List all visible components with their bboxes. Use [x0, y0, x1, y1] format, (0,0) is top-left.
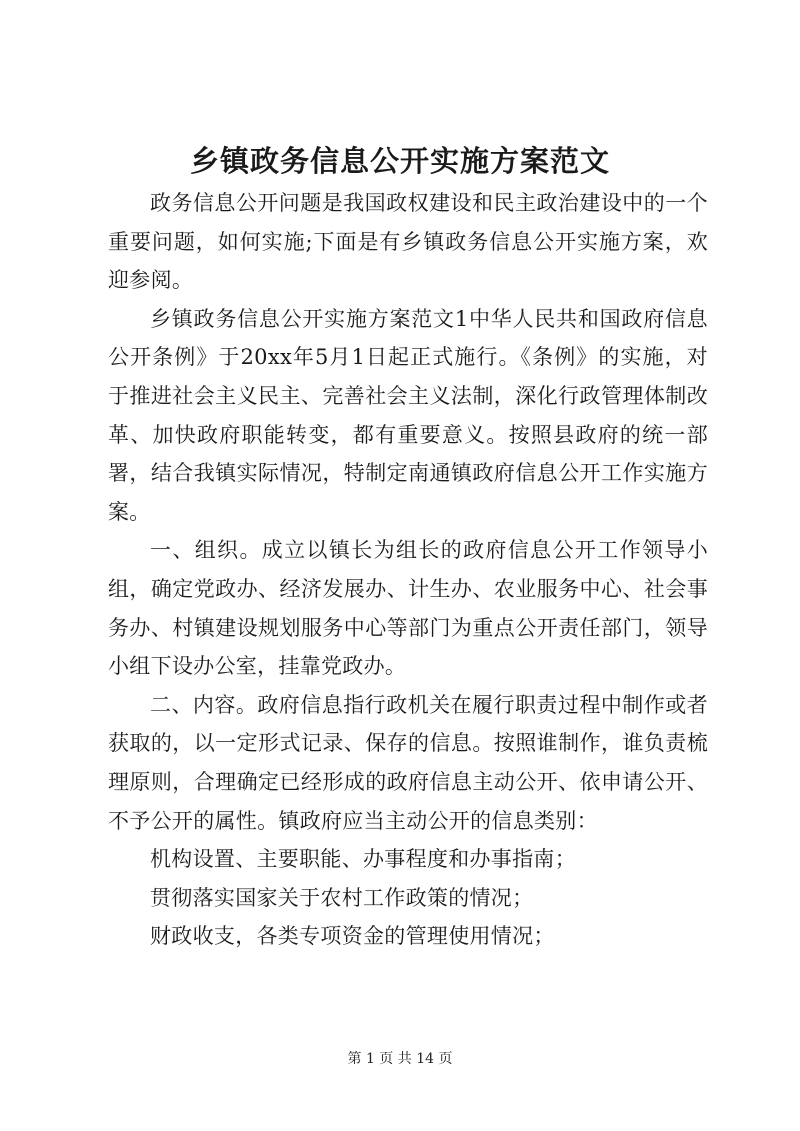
- paragraph-background: 乡镇政务信息公开实施方案范文1中华人民共和国政府信息公开条例》于20xx年5月1日起正式施行。《条例》的实施，对于推进社会主义民主、完善社会主义法制，深化行政管理体制改革、加快政府职能转变，都有重要意义。按照县政府的统一部署，结合我镇实际情况，特制定南通镇政府信息公开工作实施方案。: [108, 306, 708, 524]
- paragraph-intro: 政务信息公开问题是我国政权建设和民主政治建设中的一个重要问题，如何实施;下面是有乡镇政务信息公开实施方案，欢迎参阅。: [108, 191, 708, 293]
- paragraph-content: 二、内容。政府信息指行政机关在履行职责过程中制作或者获取的，以一定形式记录、保存的信息。按照谁制作，谁负责梳理原则，合理确定已经形成的政府信息主动公开、依申请公开、不予公开的属性。镇政府应当主动公开的信息类别：: [108, 692, 708, 833]
- paragraph-organization: 一、组织。成立以镇长为组长的政府信息公开工作领导小组，确定党政办、经济发展办、计生办、农业服务中心、社会事务办、村镇建设规划服务中心等部门为重点公开责任部门，领导小组下设办公室，挂靠党政办。: [108, 538, 708, 679]
- list-item-institutions: 机构设置、主要职能、办事程度和办事指南；: [150, 847, 576, 872]
- page-number-footer: 第 1 页 共 14 页: [347, 1051, 453, 1067]
- list-item-finance: 财政收支，各类专项资金的管理使用情况；: [150, 924, 555, 949]
- list-item-rural-policy: 贯彻落实国家关于农村工作政策的情况；: [150, 885, 534, 910]
- document-title: 乡镇政务信息公开实施方案范文: [189, 144, 610, 178]
- document-body: [108, 184, 708, 956]
